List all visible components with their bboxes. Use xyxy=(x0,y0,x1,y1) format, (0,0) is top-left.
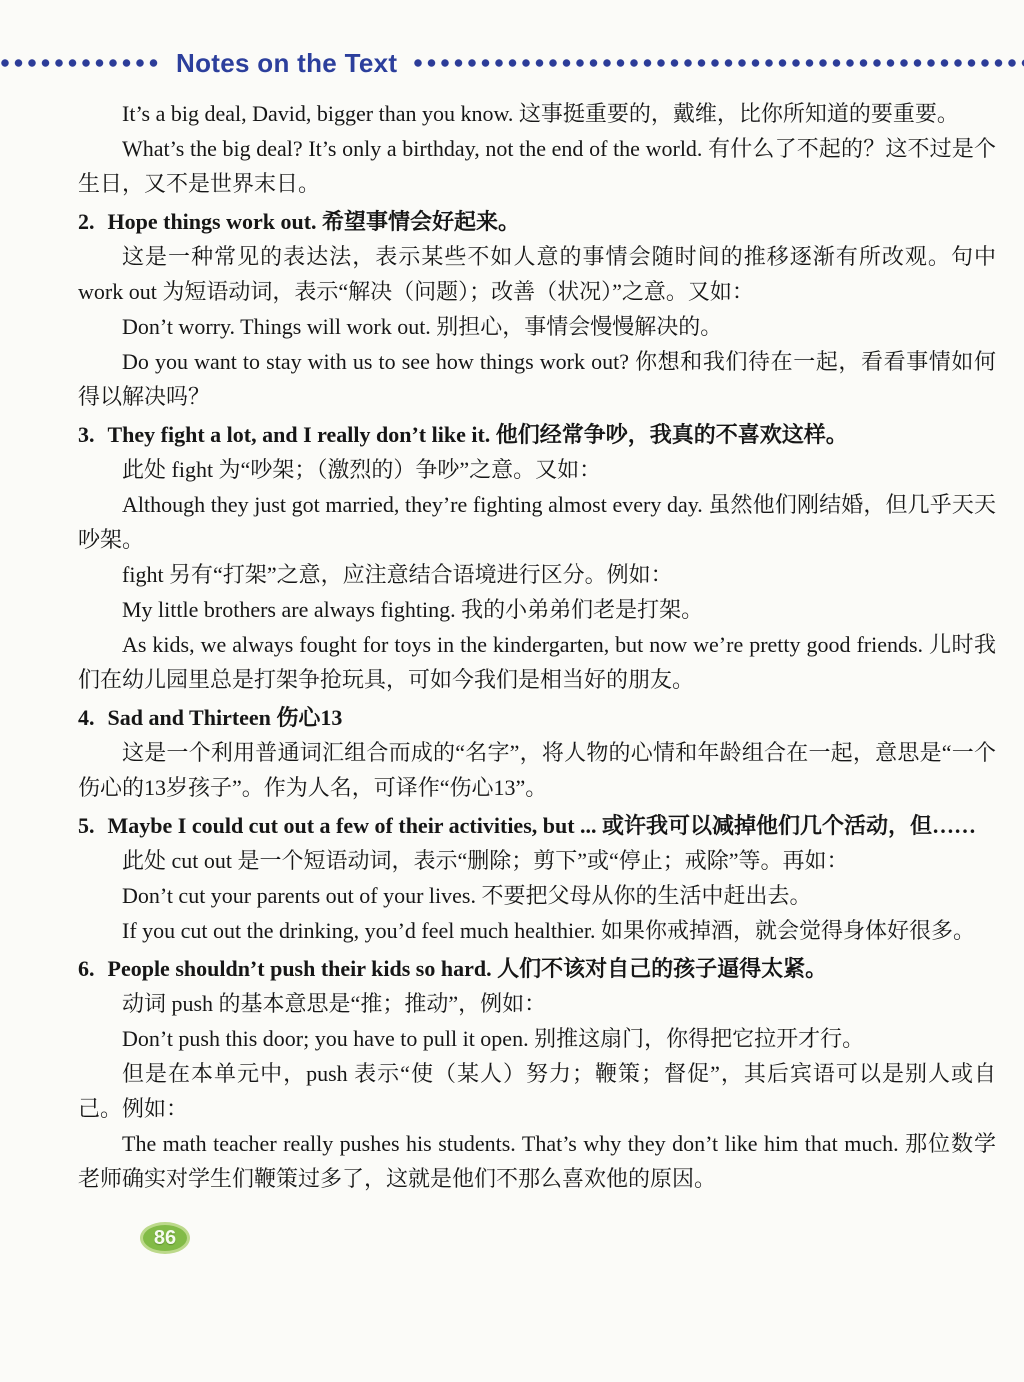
example-sentence: My little brothers are always fighting. 我的小弟弟们老是打架。 xyxy=(122,597,704,622)
example-sentence: Do you want to stay with us to see how things work out? 你想和我们待在一起，看看事情如何得以解决吗？ xyxy=(78,349,996,409)
note-heading xyxy=(78,417,996,452)
example-sentence: It’s a big deal, David, bigger than you know. 这事挺重要的，戴维，比你所知道的要重要。 xyxy=(122,101,959,126)
note-number: 2. xyxy=(78,209,95,234)
note-heading xyxy=(78,700,996,735)
note-heading xyxy=(78,951,996,986)
note-paragraph: 动词 push 的基本意思是“推；推动”，例如： xyxy=(122,991,547,1016)
dotted-rule-left xyxy=(0,58,160,68)
note-paragraph: 这是一种常见的表达法，表示某些不如人意的事情会随时间的推移逐渐有所改观。句中 work out 为短语动词，表示“解决（问题）；改善（状况）”之意。又如： xyxy=(78,244,996,304)
section-header xyxy=(0,0,1024,80)
example-sentence: Don’t push this door; you have to pull it open. 别推这扇门，你得把它拉开才行。 xyxy=(122,1026,865,1051)
note-number: 5. xyxy=(78,813,95,838)
note-heading-text: Sad and Thirteen 伤心13 xyxy=(107,705,343,730)
note-paragraph: fight 另有“打架”之意，应注意结合语境进行区分。例如： xyxy=(122,562,673,587)
note-heading xyxy=(78,204,996,239)
note-paragraph: 但是在本单元中，push 表示“使（某人）努力；鞭策；督促”，其后宾语可以是别人或自己。例如： xyxy=(78,1061,996,1121)
note-number: 4. xyxy=(78,705,95,730)
example-sentence: If you cut out the drinking, you’d feel much healthier. 如果你戒掉酒，就会觉得身体好很多。 xyxy=(122,918,975,943)
note-paragraph: 这是一个利用普通词汇组合而成的“名字”，将人物的心情和年龄组合在一起，意思是“一个伤心的13岁孩子”。作为人名，可译作“伤心13”。 xyxy=(78,740,996,800)
example-sentence: Don’t cut your parents out of your lives. 不要把父母从你的生活中赶出去。 xyxy=(122,883,812,908)
notes-content xyxy=(0,80,1024,1196)
dotted-rule-right xyxy=(413,58,1024,68)
note-heading-text: They fight a lot, and I really don’t like it. 他们经常争吵，我真的不喜欢这样。 xyxy=(107,422,848,447)
note-heading-text: People shouldn’t push their kids so hard. 人们不该对自己的孩子逼得太紧。 xyxy=(107,956,828,981)
note-heading xyxy=(78,808,996,843)
example-sentence: Don’t worry. Things will work out. 别担心，事情会慢慢解决的。 xyxy=(122,314,723,339)
note-paragraph: 此处 fight 为“吵架；（激烈的）争吵”之意。又如： xyxy=(122,457,602,482)
example-sentence: Although they just got married, they’re fighting almost every day. 虽然他们刚结婚，但几乎天天吵架。 xyxy=(78,492,996,552)
example-sentence: As kids, we always fought for toys in the kindergarten, but now we’re pretty good friends. 儿时我们在幼儿园里总是打架争抢玩具，可如今我们是相当好的朋友。 xyxy=(78,632,996,692)
note-number: 6. xyxy=(78,956,95,981)
note-number: 3. xyxy=(78,422,95,447)
example-sentence: The math teacher really pushes his students. That’s why they don’t like him that much. 那位数学老师确实对学生们鞭策过多了，这就是他们不那么喜欢他的原因。 xyxy=(78,1131,996,1191)
note-heading-text: Hope things work out. 希望事情会好起来。 xyxy=(107,209,521,234)
note-paragraph: 此处 cut out 是一个短语动词，表示“删除；剪下”或“停止；戒除”等。再如： xyxy=(122,848,849,873)
section-title: Notes on the Text xyxy=(176,47,398,78)
note-heading-text: Maybe I could cut out a few of their activities, but ... 或许我可以减掉他们几个活动，但…… xyxy=(107,813,977,838)
page-number-badge: 86 xyxy=(140,1222,190,1254)
example-sentence: What’s the big deal? It’s only a birthday, not the end of the world. 有什么了不起的？这不过是个生日，又不是世界末日。 xyxy=(78,136,996,196)
